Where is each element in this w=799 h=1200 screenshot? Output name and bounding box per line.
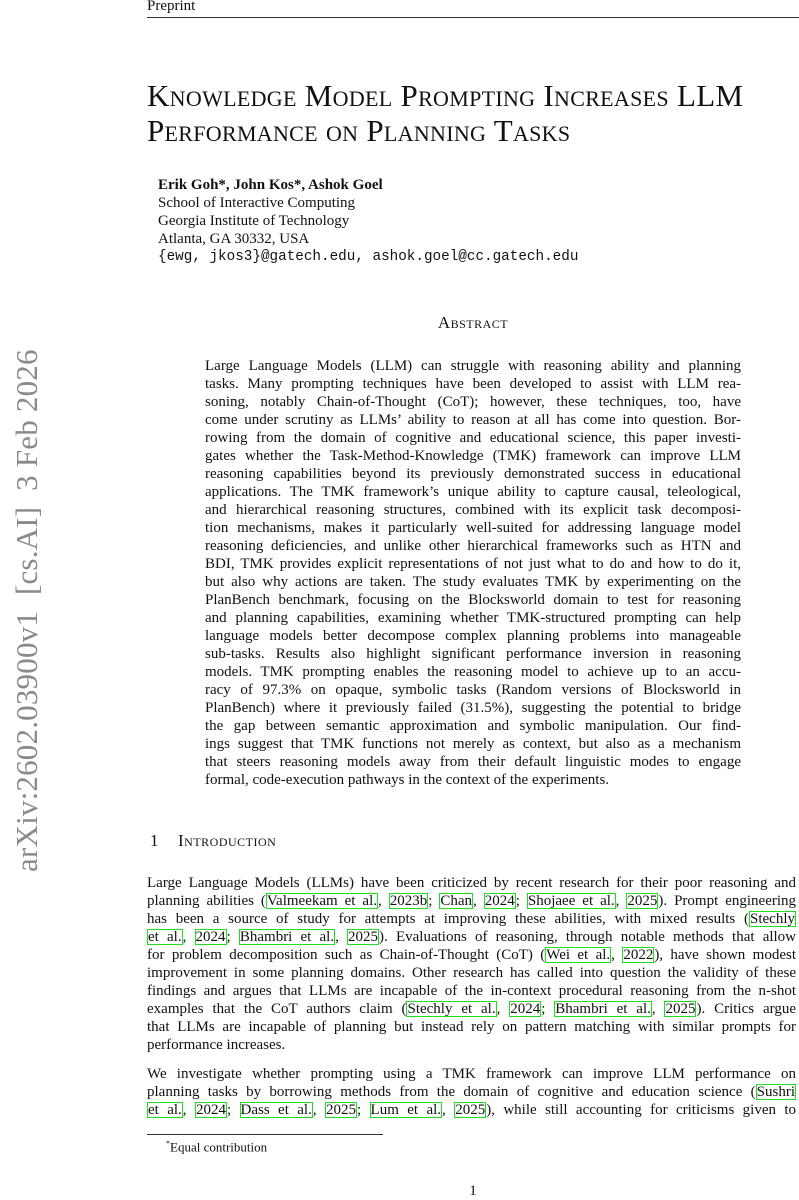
abstract-line: applications. The TMK framework’s unique ability to capture causal, teleological,: [205, 484, 741, 500]
text-run: ). Prompt engineering: [658, 893, 797, 909]
footnote-rule: [147, 1134, 383, 1135]
footnote: [166, 1139, 267, 1155]
text-line: [147, 1101, 796, 1119]
abstract-line: models. TMK prompting enables the reasoning model to achieve up to an accu-: [205, 664, 741, 680]
abstract-line: PlanBench) where it previously failed (31.5%), suggesting the potential to bridge: [205, 700, 741, 716]
citation-link[interactable]: Wei et al.: [546, 947, 611, 963]
citation-link[interactable]: 2023b: [389, 893, 428, 909]
author-emails: {ewg, jkos3}@gatech.edu, ashok.goel@cc.gatech.edu: [158, 249, 579, 265]
author-names: Erik Goh*, John Kos*, Ashok Goel: [158, 177, 383, 193]
text-run: ,: [335, 929, 348, 945]
page-number: 1: [469, 1183, 477, 1199]
abstract-line: rowing from the domain of cognitive and educational science, this paper investi-: [205, 430, 741, 446]
text-run: ,: [473, 893, 484, 909]
abstract-line: formal, code-execution pathways in the context of the experiments.: [205, 772, 610, 788]
section-title: Introduction: [178, 831, 277, 850]
citation-link[interactable]: Dass et al.: [240, 1102, 312, 1118]
running-header: Preprint: [147, 0, 196, 14]
citation-link[interactable]: 2025: [325, 1102, 356, 1118]
text-line: [147, 1018, 796, 1036]
abstract-line: the gap between semantic approximation and symbolic manipulation. Our find-: [205, 718, 741, 734]
abstract-line: PlanBench benchmark, focusing on the Blocksworld domain to test for reasoning: [205, 592, 741, 608]
abstract-line: that steers reasoning models away from their default linguistic modes to engage: [205, 754, 741, 770]
citation-link[interactable]: 2024: [195, 1102, 226, 1118]
title-line: Performance on Planning Tasks: [147, 113, 571, 148]
paragraph: [147, 1065, 796, 1119]
affiliation-line: School of Interactive Computing: [158, 195, 356, 211]
abstract-line: soning, notably Chain-of-Thought (CoT); however, these techniques, too, have: [205, 394, 741, 410]
abstract-body: [205, 357, 741, 789]
section-number: 1: [150, 831, 159, 850]
text-run: Large Language Models (LLMs) have been criticized by recent research for their poor reasoning and: [147, 875, 796, 891]
text-line: [147, 1065, 796, 1083]
abstract-line: reasoning deficiencies, and unlike other hierarchical frameworks such as HTN and: [205, 538, 741, 554]
citation-link[interactable]: 2025: [455, 1102, 486, 1118]
text-line: [147, 892, 796, 910]
text-run: findings and argues that LLMs are incapable of the in-context procedural reasoning from the n-shot: [147, 983, 796, 999]
citation-link[interactable]: Lum et al.: [370, 1102, 442, 1118]
text-run: ,: [182, 1102, 195, 1118]
citation-link[interactable]: 2025: [665, 1001, 696, 1017]
abstract-line: gates whether the Task-Method-Knowledge (TMK) framework can improve LLM: [205, 448, 741, 464]
abstract-line: and planning capabilities, examining whether TMK-structured prompting can help: [205, 610, 741, 626]
citation-link[interactable]: Chan: [440, 893, 473, 909]
abstract-line: sub-tasks. Results also highlight significant performance inversion in reasoning: [205, 646, 741, 662]
text-line: [147, 1083, 796, 1101]
abstract-heading: Abstract: [437, 313, 509, 332]
text-run: planning abilities (: [147, 893, 266, 909]
text-line: [147, 982, 796, 1000]
paper-title: [147, 78, 743, 148]
citation-link[interactable]: 2025: [348, 929, 379, 945]
citation-link[interactable]: Bhambri et al.: [239, 929, 335, 945]
section-heading-introduction: [150, 831, 276, 851]
citation-link[interactable]: 2025: [627, 893, 658, 909]
text-line: [147, 928, 796, 946]
abstract-line: language models better decompose complex planning problems into manageable: [205, 628, 741, 644]
abstract-line: Large Language Models (LLM) can struggle with reasoning ability and planning: [205, 358, 741, 374]
text-run: We investigate whether prompting using a TMK framework can improve LLM performance on: [147, 1066, 796, 1082]
citation-link[interactable]: Stechly: [750, 911, 795, 927]
text-run: ), while still accounting for criticisms given to: [486, 1102, 797, 1118]
text-run: has been a source of study for attempts at improving these abilities, with mixed results (: [147, 911, 749, 927]
text-run: planning tasks by borrowing methods from the domain of cognitive and education science (: [147, 1084, 756, 1100]
abstract-line: come under scrutiny as LLMs’ ability to reason at all has come into question. Bor-: [205, 412, 741, 428]
text-line: [147, 910, 796, 928]
text-run: ;: [428, 893, 440, 909]
citation-link[interactable]: 2024: [484, 893, 515, 909]
author-block: [158, 176, 578, 266]
footnote-marker: *: [166, 1139, 170, 1148]
text-run: ). Critics argue: [696, 1001, 796, 1017]
text-run: ,: [182, 929, 195, 945]
text-run: ,: [496, 1001, 510, 1017]
text-run: ), have shown modest: [654, 947, 797, 963]
footnote-text: Equal contribution: [170, 1139, 268, 1155]
citation-link[interactable]: 2024: [510, 1001, 541, 1017]
introduction-body: [147, 874, 796, 1130]
text-run: ;: [226, 1102, 240, 1118]
text-run: ;: [541, 1001, 555, 1017]
citation-link[interactable]: Bhambri et al.: [555, 1001, 651, 1017]
abstract-line: and hierarchical reasoning structures, combined with its explicit task decomposi-: [205, 502, 741, 518]
text-line: [147, 1000, 796, 1018]
text-run: ,: [442, 1102, 455, 1118]
affiliation-line: Atlanta, GA 30332, USA: [158, 231, 310, 247]
citation-link[interactable]: 2024: [195, 929, 226, 945]
text-line: [147, 964, 796, 982]
text-run: ,: [378, 893, 389, 909]
text-run: improvement in some planning domains. Other research has called into question the validity of these: [147, 965, 796, 981]
text-line: [147, 946, 796, 964]
abstract-line: BDI, TMK provides explicit representations of not just what to do and how to do it,: [205, 556, 741, 572]
abstract-line: tasks. Many prompting techniques have been developed to assist with LLM rea-: [205, 376, 741, 392]
abstract-line: reasoning capabilities beyond its previously demonstrated success in educational: [205, 466, 741, 482]
citation-link[interactable]: Sushri: [756, 1084, 795, 1100]
text-line: [147, 874, 796, 892]
text-run: ,: [651, 1001, 665, 1017]
abstract-line: tion mechanisms, makes it particularly well-suited for addressing language model: [205, 520, 741, 536]
text-run: ,: [615, 893, 627, 909]
text-run: ). Evaluations of reasoning, through notable methods that allow: [379, 929, 797, 945]
citation-link[interactable]: Shojaee et al.: [527, 893, 615, 909]
abstract-line: but also why actions are taken. The study evaluates TMK by experimenting on the: [205, 574, 741, 590]
arxiv-stamp: arXiv:2602.03900v1 [cs.AI] 3 Feb 2026: [9, 349, 44, 872]
header-rule: [147, 17, 799, 18]
paragraph: [147, 874, 796, 1054]
citation-link[interactable]: Valmeekam et al.: [266, 893, 378, 909]
text-run: examples that the CoT authors claim (: [147, 1001, 407, 1017]
text-run: ,: [611, 947, 623, 963]
text-run: ,: [312, 1102, 325, 1118]
text-run: ;: [356, 1102, 370, 1118]
abstract-line: racy of 97.3% on opaque, symbolic tasks (Random versions of Blocksworld in: [205, 682, 741, 698]
text-run: ;: [226, 929, 239, 945]
citation-link[interactable]: 2022: [623, 947, 654, 963]
affiliation-line: Georgia Institute of Technology: [158, 213, 350, 229]
text-run: performance increases.: [147, 1037, 286, 1053]
text-run: for problem decomposition such as Chain-of-Thought (CoT) (: [147, 947, 546, 963]
abstract-line: ings suggest that TMK functions not merely as context, but also as a mechanism: [205, 736, 741, 752]
citation-link[interactable]: et al.: [148, 929, 182, 945]
title-line: Knowledge Model Prompting Increases LLM: [147, 78, 744, 113]
citation-link[interactable]: Stechly et al.: [407, 1001, 496, 1017]
text-run: that LLMs are incapable of planning but instead rely on pattern matching with similar prompts for: [147, 1019, 796, 1035]
citation-link[interactable]: et al.: [148, 1102, 182, 1118]
text-run: ;: [515, 893, 527, 909]
text-line: [147, 1036, 796, 1054]
